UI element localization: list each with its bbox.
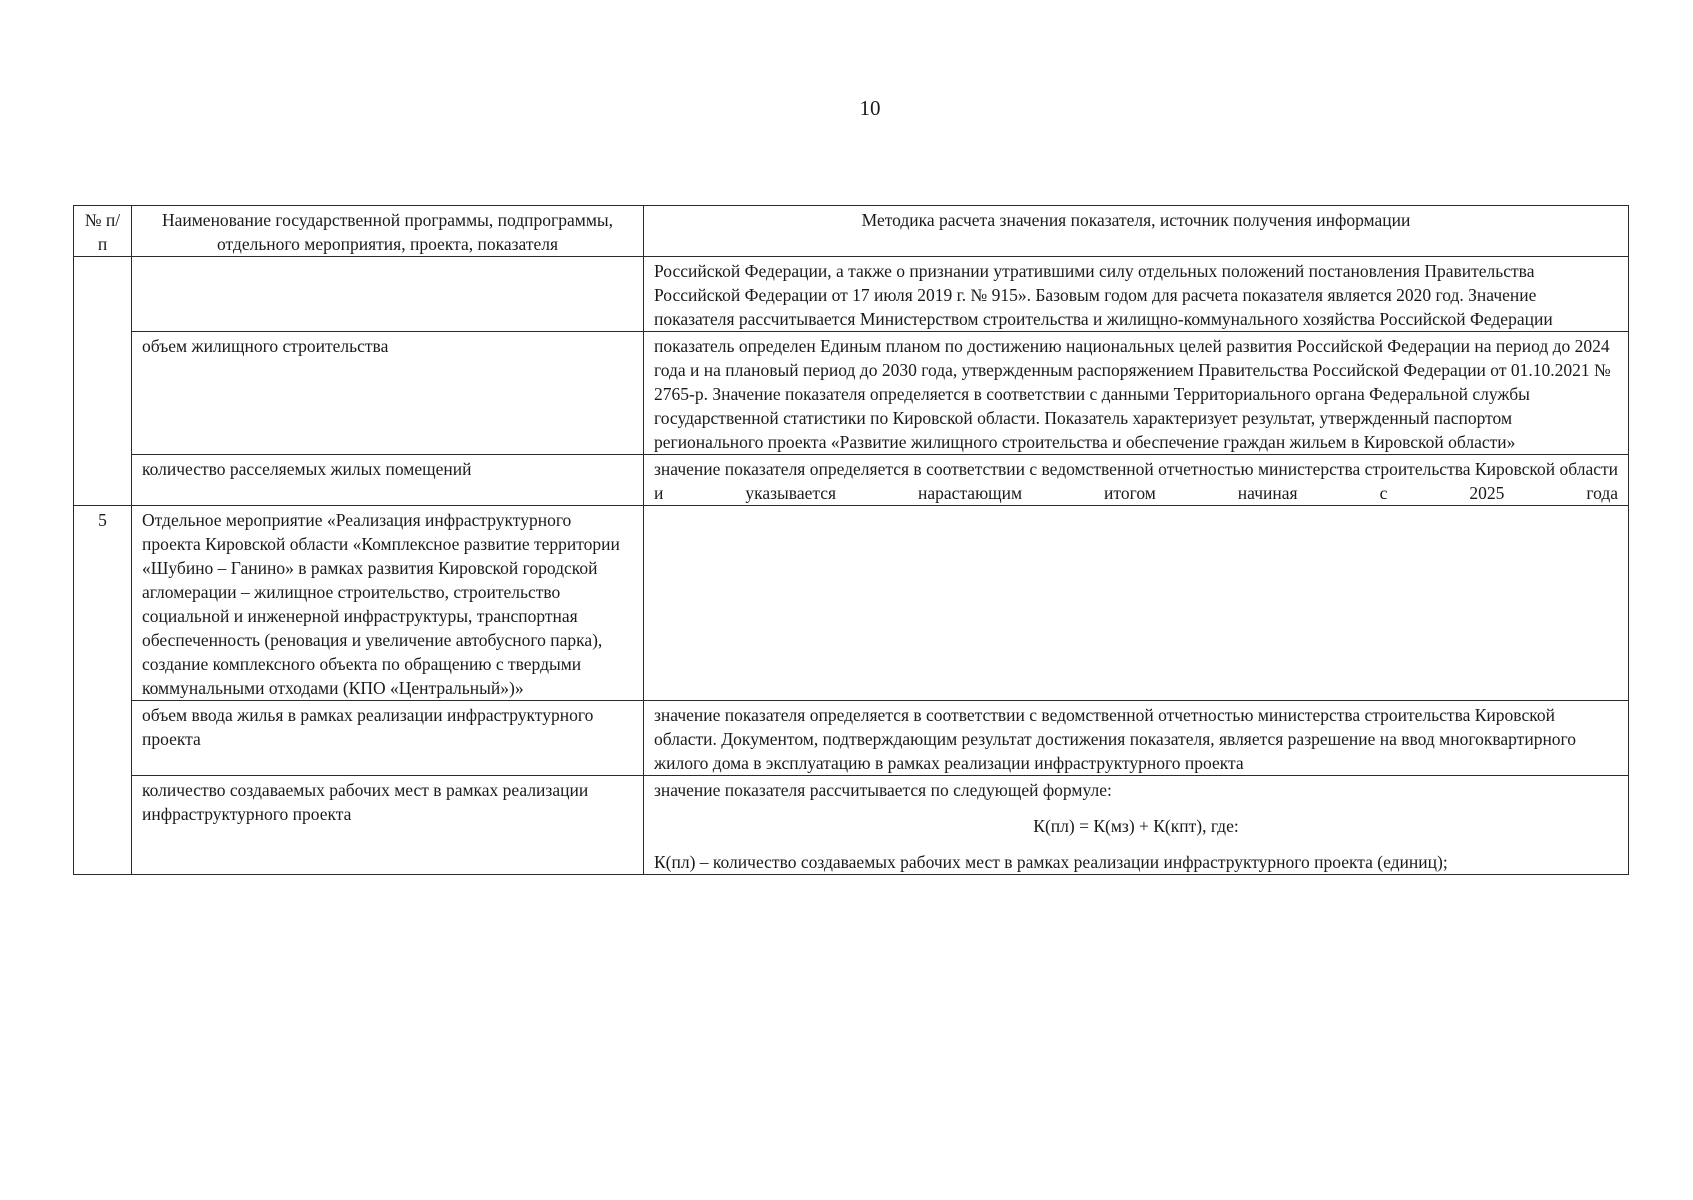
row-num [74,701,132,776]
row-num [74,455,132,506]
row-name: количество расселяемых жилых помещений [132,455,644,506]
table-row [74,455,1629,506]
header-name: Наименование государственной программы, подпрограммы, отдельного мероприятия, проекта, показателя [132,206,644,257]
row-name [132,257,644,332]
row-num [74,257,132,332]
header-method: Методика расчета значения показателя, источник получения информации [644,206,1629,257]
row-method: Российской Федерации, а также о признании утратившими силу отдельных положений постановления Правительства Российской Федерации от 17 июля 2019 г. № 915». Базовым годом для расчета показателя является 2020 год. Значение показателя рассчитывается Министерством строительства и жилищно-коммунального хозяйства Российской Федерации [644,257,1629,332]
table-row [74,257,1629,332]
row-name: объем жилищного строительства [132,332,644,455]
indicators-table [73,205,1629,875]
row-method [644,776,1629,875]
method-intro: значение показателя рассчитывается по следующей формуле: [654,780,1112,800]
table-row [74,332,1629,455]
page-number: 10 [859,96,881,120]
row-method [644,506,1629,701]
row-num [74,332,132,455]
table-row [74,701,1629,776]
row-name: объем ввода жилья в рамках реализации инфраструктурного проекта [132,701,644,776]
table-row [74,506,1629,701]
row-num [74,776,132,875]
formula: К(пл) = К(мз) + К(кпт), где: [1033,816,1239,836]
table-header-row [74,206,1629,257]
method-definition: К(пл) – количество создаваемых рабочих мест в рамках реализации инфраструктурного проекта (единиц); [654,852,1448,872]
row-method: показатель определен Единым планом по достижению национальных целей развития Российской Федерации на период до 2024 года и на плановый период до 2030 года, утвержденным распоряжением Правительства Российской Федерации от 01.10.2021 № 2765-р. Значение показателя определяется в соответствии с данными Территориального органа Федеральной службы государственной статистики по Кировской области. Показатель характеризует результат, утвержденный паспортом регионального проекта «Развитие жилищного строительства и обеспечение граждан жильем в Кировской области» [644,332,1629,455]
row-name: количество создаваемых рабочих мест в рамках реализации инфраструктурного проекта [132,776,644,875]
table-row [74,776,1629,875]
header-num: № п/п [74,206,132,257]
row-method: значение показателя определяется в соответствии с ведомственной отчетностью министерства строительства Кировской области и указывается нарастающим итогом начиная с 2025 года [644,455,1629,506]
row-name: Отдельное мероприятие «Реализация инфраструктурного проекта Кировской области «Комплексное развитие территории «Шубино – Ганино» в рамках развития Кировской городской агломерации – жилищное строительство, строительство социальной и инженерной инфраструктуры, транспортная обеспеченность (реновация и увеличение автобусного парка), создание комплексного объекта по обращению с твердыми коммунальными отходами (КПО «Центральный»)» [132,506,644,701]
row-num: 5 [74,506,132,701]
row-method: значение показателя определяется в соответствии с ведомственной отчетностью министерства строительства Кировской области. Документом, подтверждающим результат достижения показателя, является разрешение на ввод многоквартирного жилого дома в эксплуатацию в рамках реализации инфраструктурного проекта [644,701,1629,776]
